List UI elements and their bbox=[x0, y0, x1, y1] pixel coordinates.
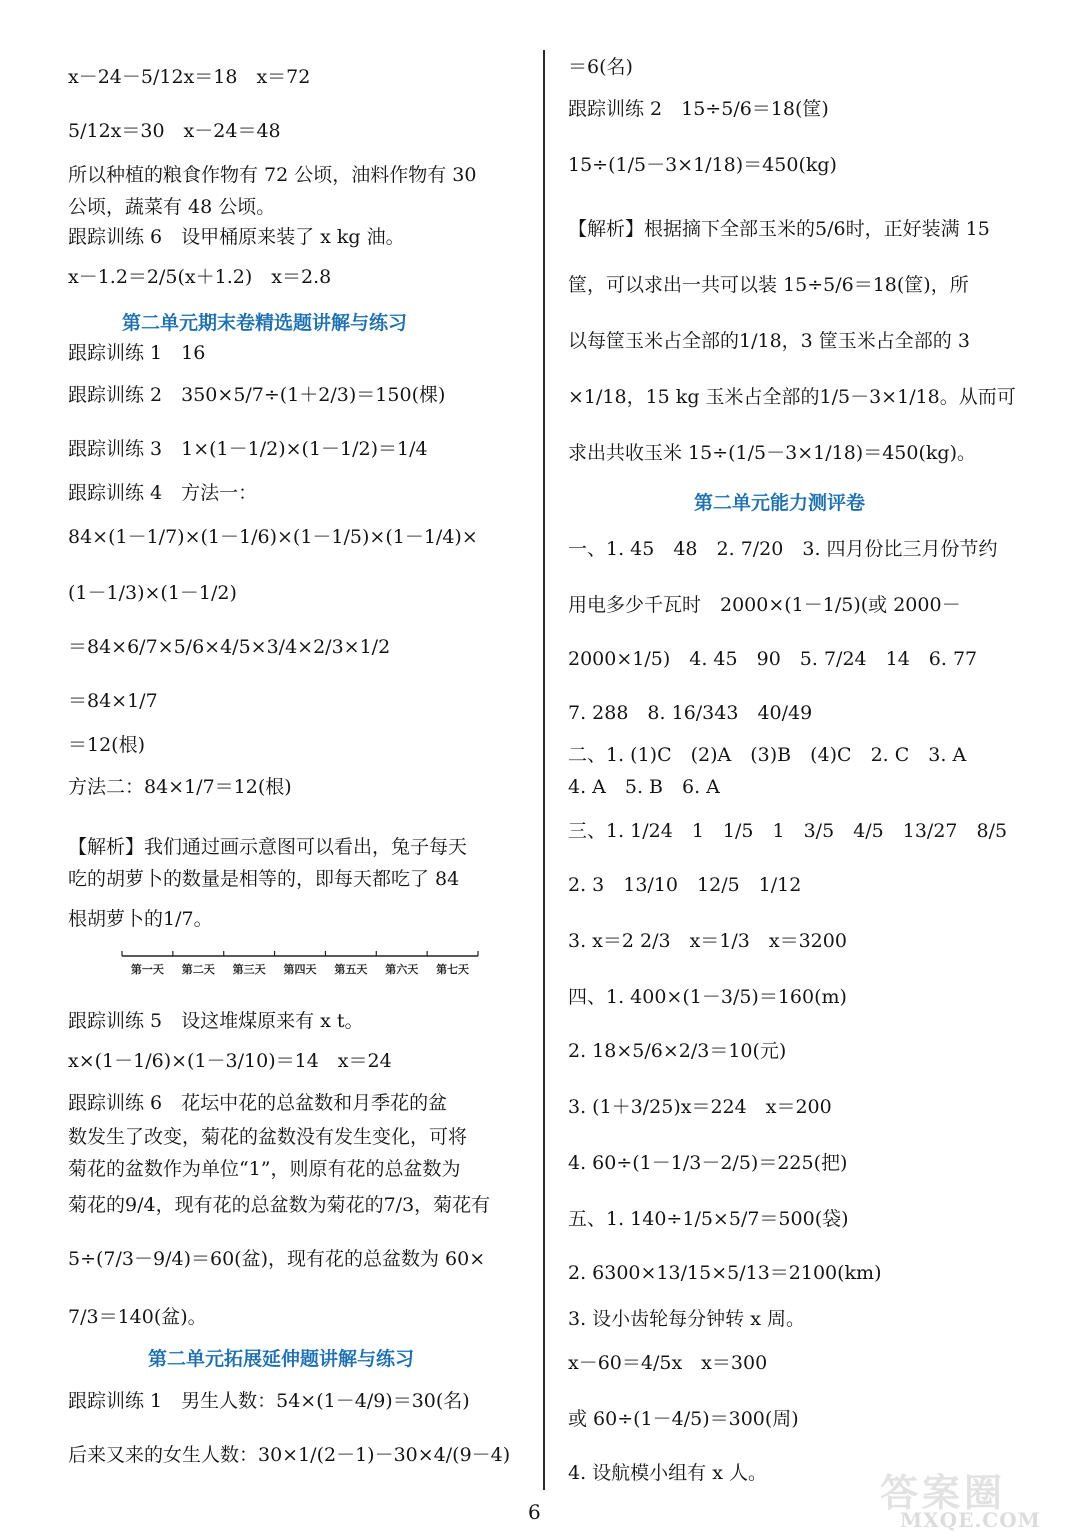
rabbit-carrot-diagram bbox=[120, 944, 480, 980]
watermark-logo bbox=[880, 1462, 1060, 1532]
left-line: 第二单元拓展延伸题讲解与练习 bbox=[148, 1348, 415, 1370]
right-line: 四、1. 400×(1－3/5)＝160(m) bbox=[568, 986, 847, 1008]
right-line: 4. A 5. B 6. A bbox=[568, 776, 720, 798]
left-line: 【解析】我们通过画示意图可以看出，兔子每天 bbox=[68, 836, 468, 858]
right-line: 五、1. 140÷1/5×5/7＝500(袋) bbox=[568, 1208, 849, 1230]
left-line: ＝84×6/7×5/6×4/5×3/4×2/3×1/2 bbox=[68, 636, 391, 658]
right-line: 4. 60÷(1－1/3－2/5)＝225(把) bbox=[568, 1152, 848, 1174]
right-line: 三、1. 1/24 1 1/5 1 3/5 4/5 13/27 8/5 bbox=[568, 820, 1008, 842]
right-line: 2. 6300×13/15×5/13＝2100(km) bbox=[568, 1262, 882, 1284]
left-line: ＝84×1/7 bbox=[68, 690, 158, 712]
timeline-day-label: 第五天 bbox=[334, 963, 368, 976]
right-line: 2. 18×5/6×2/3＝10(元) bbox=[568, 1040, 787, 1062]
left-line: 跟踪训练 3 1×(1－1/2)×(1－1/2)＝1/4 bbox=[68, 438, 428, 460]
watermark-url: MXQE.COM bbox=[900, 1508, 1041, 1532]
timeline-day-label: 第四天 bbox=[283, 963, 317, 976]
timeline-day-label: 第三天 bbox=[232, 963, 266, 976]
right-line: 2. 3 13/10 12/5 1/12 bbox=[568, 874, 802, 896]
left-line: 方法二：84×1/7＝12(根) bbox=[68, 776, 292, 798]
right-line: 求出共收玉米 15÷(1/5－3×1/18)＝450(kg)。 bbox=[568, 442, 976, 464]
right-line: 第二单元能力测评卷 bbox=[694, 492, 866, 514]
left-line: 跟踪训练 5 设这堆煤原来有 x t。 bbox=[68, 1010, 364, 1032]
left-line: 所以种植的粮食作物有 72 公顷，油料作物有 30 bbox=[68, 164, 477, 186]
left-line: 后来又来的女生人数：30×1/(2－1)－30×4/(9－4) bbox=[68, 1444, 511, 1466]
left-line: 5÷(7/3－9/4)＝60(盆)，现有花的总盆数为 60× bbox=[68, 1248, 486, 1270]
right-line: 7. 288 8. 16/343 40/49 bbox=[568, 702, 813, 724]
left-line: 5/12x＝30 x－24＝48 bbox=[68, 120, 281, 142]
left-line: 菊花的盆数作为单位“1”，则原有花的总盆数为 bbox=[68, 1158, 461, 1180]
right-line: 跟踪训练 2 15÷5/6＝18(筐) bbox=[568, 98, 829, 120]
right-line: 3. (1＋3/25)x＝224 x＝200 bbox=[568, 1096, 832, 1118]
right-line: x－60＝4/5x x＝300 bbox=[568, 1352, 768, 1374]
right-line: 用电多少千瓦时 2000×(1－1/5)(或 2000－ bbox=[568, 594, 961, 616]
left-line: 第二单元期末卷精选题讲解与练习 bbox=[122, 312, 408, 334]
right-line: 二、1. (1)C (2)A (3)B (4)C 2. C 3. A bbox=[568, 744, 967, 766]
right-line: 3. x＝2 2/3 x＝1/3 x＝3200 bbox=[568, 930, 847, 952]
right-line: ＝6(名) bbox=[568, 56, 633, 78]
left-line: ＝12(根) bbox=[68, 734, 146, 756]
right-line: 3. 设小齿轮每分钟转 x 周。 bbox=[568, 1308, 805, 1330]
page-number: 6 bbox=[528, 1500, 541, 1524]
left-line: 跟踪训练 2 350×5/7÷(1＋2/3)＝150(棵) bbox=[68, 384, 446, 406]
left-line: 跟踪训练 6 花坛中花的总盆数和月季花的盆 bbox=[68, 1092, 448, 1114]
right-line: 一、1. 45 48 2. 7/20 3. 四月份比三月份节约 bbox=[568, 538, 998, 560]
right-line: 【解析】根据摘下全部玉米的5/6时，正好装满 15 bbox=[568, 218, 990, 240]
right-line: 2000×1/5) 4. 45 90 5. 7/24 14 6. 77 bbox=[568, 648, 978, 670]
left-line: 跟踪训练 1 16 bbox=[68, 342, 206, 364]
timeline-day-label: 第六天 bbox=[385, 963, 419, 976]
left-line: 吃的胡萝卜的数量是相等的，即每天都吃了 84 bbox=[68, 868, 460, 890]
left-line: 84×(1－1/7)×(1－1/6)×(1－1/5)×(1－1/4)× bbox=[68, 526, 478, 548]
right-line: 或 60÷(1－4/5)＝300(周) bbox=[568, 1408, 799, 1430]
left-line: 跟踪训练 6 设甲桶原来装了 x kg 油。 bbox=[68, 226, 405, 248]
left-line: 跟踪训练 1 男生人数：54×(1－4/9)＝30(名) bbox=[68, 1390, 470, 1412]
timeline-day-label: 第一天 bbox=[130, 963, 164, 976]
right-line: 以每筐玉米占全部的1/18，3 筐玉米占全部的 3 bbox=[568, 330, 970, 352]
right-line: 筐，可以求出一共可以装 15÷5/6＝18(筐)，所 bbox=[568, 274, 969, 296]
left-line: x×(1－1/6)×(1－3/10)＝14 x＝24 bbox=[68, 1050, 392, 1072]
left-line: x－1.2＝2/5(x＋1.2) x＝2.8 bbox=[68, 266, 332, 288]
left-line: x－24－5/12x＝18 x＝72 bbox=[68, 66, 311, 88]
left-line: 7/3＝140(盆)。 bbox=[68, 1306, 207, 1328]
right-line: 15÷(1/5－3×1/18)＝450(kg) bbox=[568, 154, 837, 176]
left-line: 公顷，蔬菜有 48 公顷。 bbox=[68, 196, 276, 218]
left-line: 跟踪训练 4 方法一： bbox=[68, 482, 258, 504]
right-line: 4. 设航模小组有 x 人。 bbox=[568, 1462, 767, 1484]
right-line: ×1/18，15 kg 玉米占全部的1/5－3×1/18。从而可 bbox=[568, 386, 1016, 408]
watermark-title: 答案圈 bbox=[880, 1470, 1007, 1515]
left-line: 菊花的9/4，现有花的总盆数为菊花的7/3，菊花有 bbox=[68, 1194, 491, 1216]
left-line: (1－1/3)×(1－1/2) bbox=[68, 582, 237, 604]
left-line: 根胡萝卜的1/7。 bbox=[68, 908, 213, 930]
timeline-day-label: 第七天 bbox=[436, 963, 470, 976]
left-line: 数发生了改变，菊花的盆数没有发生变化，可将 bbox=[68, 1126, 468, 1148]
timeline-day-label: 第二天 bbox=[181, 963, 215, 976]
column-divider bbox=[543, 50, 545, 1490]
